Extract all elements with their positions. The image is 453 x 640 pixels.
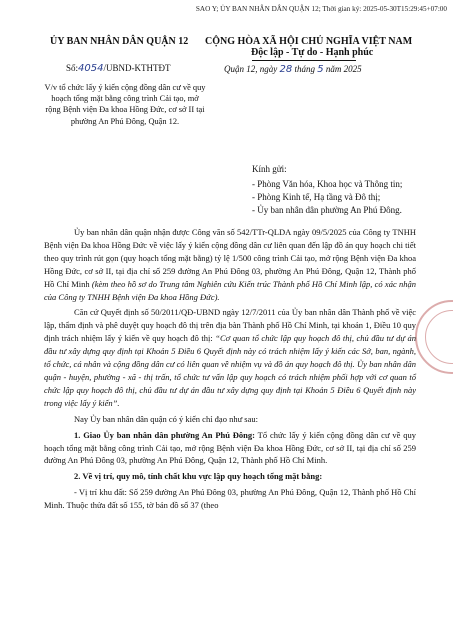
document-subject: V/v tổ chức lấy ý kiến cộng đồng dân cư về quy hoạch tổng mặt bằng công trình Cải tạo, mở rộng Bệnh viện Đa khoa Hồng Đức, cơ sở II tại phường An Phú Đông, Quận 12. xyxy=(44,83,206,126)
doc-no-suffix: /UBND-KTHTĐT xyxy=(103,63,171,73)
paragraph-3: Nay Ủy ban nhân dân quận có ý kiến chỉ đạo như sau: xyxy=(74,413,259,424)
paragraph-6: - Vị trí khu đất: Số 259 đường An Phú Đông 03, phường An Phú Đông, Quận 12, Thành phố Hồ Chí Minh. Thuộc thửa đất số 155, tờ bản đồ số 37 (theo xyxy=(44,487,416,511)
national-motto: Độc lập - Tự do - Hạnh phúc xyxy=(251,47,374,58)
doc-no-prefix: Số: xyxy=(66,63,79,73)
place-date-prefix: Quận 12, ngày xyxy=(224,64,278,74)
paragraph-4: 1. Giao Ủy ban nhân dân phường An Phú Đông: Tổ chức lấy ý kiến cộng đồng dân cư về quy hoạch tổng mặt bằng công trình Cải tạo, mở rộng Bệnh viện Đa khoa Hồng Đức, cơ sở II, tại địa chỉ số 259 đường An Phú Đông 03, phường An Phú Đông, Quận 12, Thành phố Hồ Chí Minh. xyxy=(44,429,416,466)
year-text: năm 2025 xyxy=(325,64,362,74)
digital-copy-notice: SAO Y; ỦY BAN NHÂN DÂN QUẬN 12; Thời gian ký: 2025-05-30T15:29:45+07:00 xyxy=(195,5,447,13)
date-month-handwritten: 5 xyxy=(317,64,324,75)
issuer-name: ỦY BAN NHÂN DÂN QUẬN 12 xyxy=(50,36,189,47)
greeting: Kính gửi: xyxy=(252,164,287,174)
official-seal-partial xyxy=(415,300,453,374)
paragraph-2: Căn cứ Quyết định số 50/2011/QĐ-UBND ngày 12/7/2011 của Ủy ban nhân dân Thành phố về việc lập, thẩm định và phê duyệt quy hoạch đô thị trên địa bàn Thành phố Hồ Chí Minh, tại khoản 1, Điều 10 quy định trách nhiệm lấy ý kiến về quy hoạch đô thị: “Cơ quan tổ chức lập quy hoạch đô thị, chủ đầu tư dự án đầu tư xây dựng quy định tại Khoản 5 Điều 6 Quyết định này có trách nhiệm lấy ý kiến các Sở, ban, ngành, tổ chức, cá nhân và cộng đồng dân cư có liên quan về nhiệm vụ và đồ án quy hoạch đô thị. Ủy ban nhân dân quận - huyện, phường - xã - thị trấn, tổ chức tư vấn lập quy hoạch có trách nhiệm phối hợp với cơ quan tổ chức lập quy hoạch đô thị, chủ đầu tư dự án đầu tư xây dựng quy định tại Khoản 5 Điều 6 Quyết định này trong việc lấy ý kiến”. xyxy=(44,307,416,408)
doc-no-handwritten: 4054 xyxy=(78,63,104,74)
document-body xyxy=(44,226,416,515)
date-day-handwritten: 28 xyxy=(279,64,293,75)
document-number xyxy=(66,63,170,74)
paragraph-1: Ủy ban nhân dân quận nhận được Công văn số 542/TTr-QLDA ngày 09/5/2025 của Công ty TNHH Bệnh viện Đa khoa Hồng Đức về việc lấy ý kiến cộng đồng dân cư liên quan đến lập đồ án quy hoạch chi tiết theo quy trình rút gọn (quy hoạch tổng mặt bằng) tỷ lệ 1/500 công trình Cải tạo, mở rộng Bệnh viện Đa khoa Hồng Đức, cơ sở II, tại địa chỉ số 259 đường An Phú Đông 03, phường An Phú Đông, Quận 12, Thành phố Hồ Chí Minh (kèm theo hồ sơ do Trung tâm Nghiên cứu Kiến trúc Thành phố Hồ Chí Minh lập, có xác nhận của Công ty TNHH Bệnh viện Đa khoa Hồng Đức). xyxy=(44,227,416,302)
recipient-3: - Ủy ban nhân dân phường An Phú Đông. xyxy=(252,205,402,215)
recipient-2: - Phòng Kinh tế, Hạ tầng và Đô thị; xyxy=(252,192,381,202)
month-word: tháng xyxy=(294,64,315,74)
recipient-1: - Phòng Văn hóa, Khoa học và Thông tin; xyxy=(252,179,403,189)
paragraph-5: 2. Về vị trí, quy mô, tính chất khu vực lập quy hoạch tổng mặt bằng: xyxy=(74,471,323,482)
place-and-date xyxy=(224,64,362,75)
national-title: CỘNG HÒA XÃ HỘI CHỦ NGHĨA VIỆT NAM xyxy=(205,36,413,47)
motto-underline xyxy=(252,60,356,61)
